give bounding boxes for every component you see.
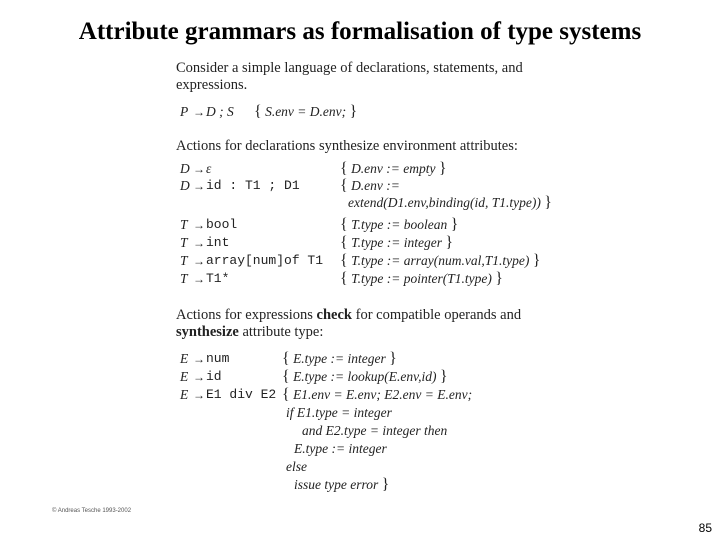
scanned-text-block xyxy=(176,60,596,501)
arrow-icon: → xyxy=(193,162,205,176)
rule-action-continued: and E2.type = integer then xyxy=(302,423,448,438)
rule-rhs: array[num]of T1 xyxy=(206,253,324,268)
rule-rhs: E1 div E2 xyxy=(206,387,277,402)
rule-lhs: T xyxy=(180,271,188,286)
arrow-icon: → xyxy=(193,254,205,268)
rule-action-continued: else xyxy=(286,459,307,474)
declarations-heading: Actions for declarations synthesize environment attributes: xyxy=(176,138,518,154)
rule-lhs: T xyxy=(180,235,188,250)
rule-action: { S.env = D.env; } xyxy=(254,103,358,120)
heading-text: Actions for expressions xyxy=(176,307,317,323)
rule-rhs: T1* xyxy=(206,271,230,286)
rule-rhs: bool xyxy=(206,217,238,232)
rule-action: { T.type := boolean } xyxy=(340,216,459,233)
heading-bold: synthesize xyxy=(176,324,239,340)
rule-action: { E1.env = E.env; E2.env = E.env; xyxy=(282,386,473,403)
rule-action: { T.type := integer } xyxy=(340,234,454,251)
rule-rhs: int xyxy=(206,235,230,250)
rule-action: { T.type := pointer(T1.type) } xyxy=(340,270,503,287)
rule-lhs: P xyxy=(180,104,189,119)
rule-action-text: extend(D1.env,binding(id, T1.type)) xyxy=(348,195,541,210)
rule-action: { E.type := lookup(E.env,id) } xyxy=(282,368,448,385)
heading-text: for compatible operands and xyxy=(351,307,522,323)
rule-action-continued: extend(D1.env,binding(id, T1.type)) } xyxy=(348,194,552,211)
rule-rhs: num xyxy=(206,351,230,366)
rule-action-text: D.env := xyxy=(351,178,400,193)
rule-action: { D.env := empty } xyxy=(340,160,447,177)
rule-action-continued: issue type error } xyxy=(294,476,390,493)
rule-action-continued: if E1.type = integer xyxy=(286,405,392,420)
rule-action-text: E1.env = E.env; E2.env = E.env; xyxy=(293,387,473,402)
rule-rhs: ε xyxy=(206,161,212,176)
rule-lhs: D xyxy=(180,161,190,176)
rule-action-text: T.type := array(num.val,T1.type) xyxy=(351,253,530,268)
rule-action: { T.type := array(num.val,T1.type) } xyxy=(340,252,541,269)
rule-action: { E.type := integer } xyxy=(282,350,397,367)
rule-action-text: issue type error xyxy=(294,477,379,492)
rule-action: { D.env := xyxy=(340,177,400,194)
slide-title: Attribute grammars as formalisation of type systems xyxy=(78,18,642,45)
rule-rhs: D ; S xyxy=(206,104,234,119)
rule-lhs: E xyxy=(180,369,189,384)
program-rule xyxy=(176,104,596,134)
rule-lhs: E xyxy=(180,387,189,402)
copyright-footer: © Andreas Tesche 1993-2002 xyxy=(52,508,132,514)
page-number: 85 xyxy=(698,521,712,535)
heading-bold: check xyxy=(316,307,352,323)
arrow-icon: → xyxy=(193,388,205,402)
rule-action-text: D.env := empty xyxy=(351,161,436,176)
arrow-icon: → xyxy=(193,105,205,119)
rule-action-text: T.type := pointer(T1.type) xyxy=(351,271,492,286)
arrow-icon: → xyxy=(193,179,205,193)
rule-rhs: id xyxy=(206,369,222,384)
declaration-rules xyxy=(176,161,596,297)
rule-action-text: E.type := integer xyxy=(293,351,386,366)
rule-lhs: D xyxy=(180,178,190,193)
arrow-icon: → xyxy=(193,218,205,232)
rule-action-text: E.type := lookup(E.env,id) xyxy=(293,369,437,384)
arrow-icon: → xyxy=(193,236,205,250)
rule-action-continued: E.type := integer xyxy=(294,441,387,456)
rule-action-text: T.type := boolean xyxy=(351,217,448,232)
arrow-icon: → xyxy=(193,272,205,286)
expressions-heading xyxy=(176,307,568,341)
arrow-icon: → xyxy=(193,370,205,384)
rule-lhs: T xyxy=(180,217,188,232)
expression-rules xyxy=(176,351,596,501)
heading-text: attribute type: xyxy=(238,324,324,340)
rule-lhs: T xyxy=(180,253,188,268)
rule-lhs: E xyxy=(180,351,189,366)
rule-action-text: T.type := integer xyxy=(351,235,443,250)
rule-action-text: S.env = D.env; xyxy=(265,104,347,119)
rule-rhs: id : T1 ; D1 xyxy=(206,178,300,193)
intro-paragraph: Consider a simple language of declarations, statements, and expressions. xyxy=(176,60,523,93)
arrow-icon: → xyxy=(193,352,205,366)
